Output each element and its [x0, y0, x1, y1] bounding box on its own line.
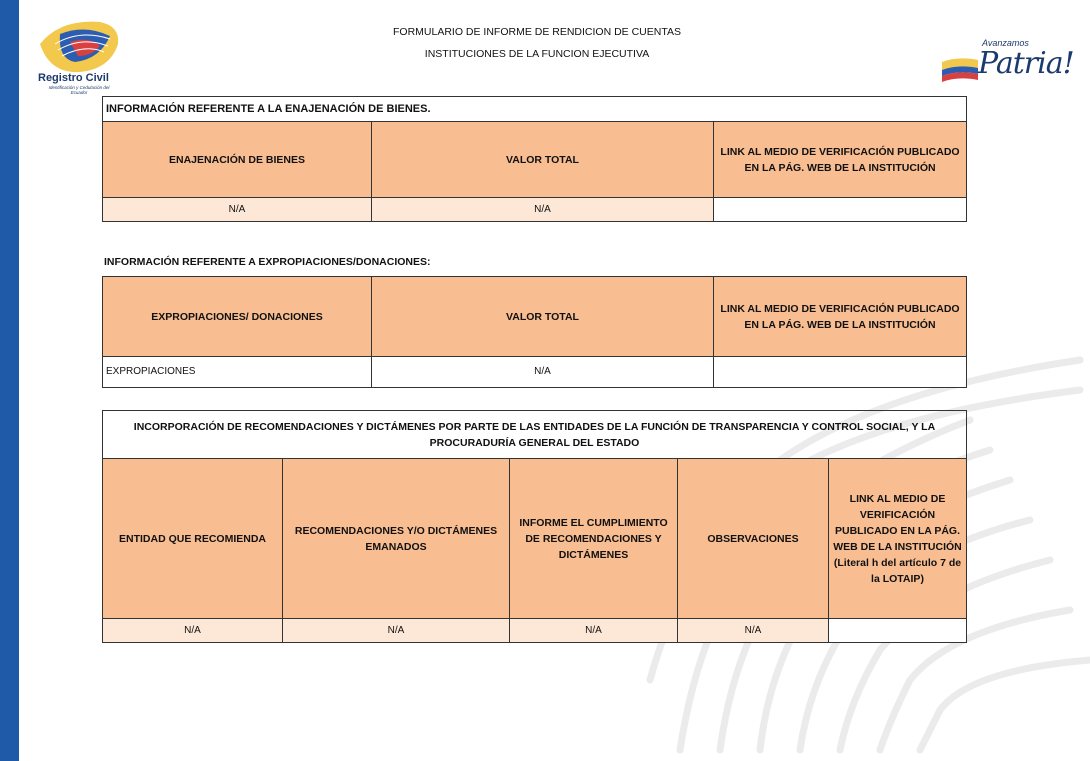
- left-accent-bar: [0, 0, 19, 761]
- registro-civil-logo-title: Registro Civil: [38, 72, 109, 84]
- column-header: LINK AL MEDIO DE VERIFICACIÓN PUBLICADO EN LA PÁG. WEB DE LA INSTITUCIÓN: [714, 122, 967, 198]
- column-header: INFORME EL CUMPLIMIENTO DE RECOMENDACIONES Y DICTÁMENES: [510, 459, 678, 619]
- table-cell: N/A: [103, 619, 283, 643]
- column-header: LINK AL MEDIO DE VERIFICACIÓN PUBLICADO EN LA PÁG. WEB DE LA INSTITUCIÓN (Literal h del artículo 7 de la LOTAIP): [829, 459, 967, 619]
- recomendaciones-table: [102, 410, 967, 643]
- recomendaciones-section-title: INCORPORACIÓN DE RECOMENDACIONES Y DICTÁMENES POR PARTE DE LAS ENTIDADES DE LA FUNCIÓN DE TRANSPARENCIA Y CONTROL SOCIAL, Y LA PROCURADURÍA GENERAL DEL ESTADO: [103, 411, 967, 459]
- table-cell: N/A: [103, 198, 372, 222]
- column-header: VALOR TOTAL: [372, 122, 714, 198]
- table-cell: N/A: [678, 619, 829, 643]
- table-cell: N/A: [510, 619, 678, 643]
- patria-logo-tagline: Avanzamos: [982, 38, 1029, 48]
- column-header: ENAJENACIÓN DE BIENES: [103, 122, 372, 198]
- column-header: VALOR TOTAL: [372, 277, 714, 357]
- enajenacion-header-row: [103, 122, 967, 198]
- table-row: [103, 357, 967, 388]
- table-row: [103, 198, 967, 222]
- table-cell: [714, 198, 967, 222]
- column-header: EXPROPIACIONES/ DONACIONES: [103, 277, 372, 357]
- table-cell: [714, 357, 967, 388]
- expropiaciones-header-row: [103, 277, 967, 357]
- expropiaciones-section-title: INFORMACIÓN REFERENTE A EXPROPIACIONES/DONACIONES:: [104, 256, 431, 268]
- expropiaciones-table: [102, 276, 967, 388]
- column-header: RECOMENDACIONES Y/O DICTÁMENES EMANADOS: [283, 459, 510, 619]
- enajenacion-section-title: INFORMACIÓN REFERENTE A LA ENAJENACIÓN DE BIENES.: [103, 97, 967, 122]
- table-cell: N/A: [372, 357, 714, 388]
- form-subtitle: INSTITUCIONES DE LA FUNCION EJECUTIVA: [424, 48, 650, 60]
- column-header: OBSERVACIONES: [678, 459, 829, 619]
- form-title: FORMULARIO DE INFORME DE RENDICION DE CUENTAS: [393, 26, 681, 38]
- registro-civil-logo-subtitle: Identificación y Cedulación del Ecuador: [48, 85, 110, 95]
- table-cell: EXPROPIACIONES: [103, 357, 372, 388]
- enajenacion-table: [102, 96, 967, 222]
- patria-logo-wordmark: Patria!: [978, 46, 1074, 81]
- table-cell: N/A: [283, 619, 510, 643]
- column-header: ENTIDAD QUE RECOMIENDA: [103, 459, 283, 619]
- table-row: [103, 619, 967, 643]
- recomendaciones-header-row: [103, 459, 967, 619]
- table-cell: [829, 619, 967, 643]
- column-header: LINK AL MEDIO DE VERIFICACIÓN PUBLICADO EN LA PÁG. WEB DE LA INSTITUCIÓN: [714, 277, 967, 357]
- table-cell: N/A: [372, 198, 714, 222]
